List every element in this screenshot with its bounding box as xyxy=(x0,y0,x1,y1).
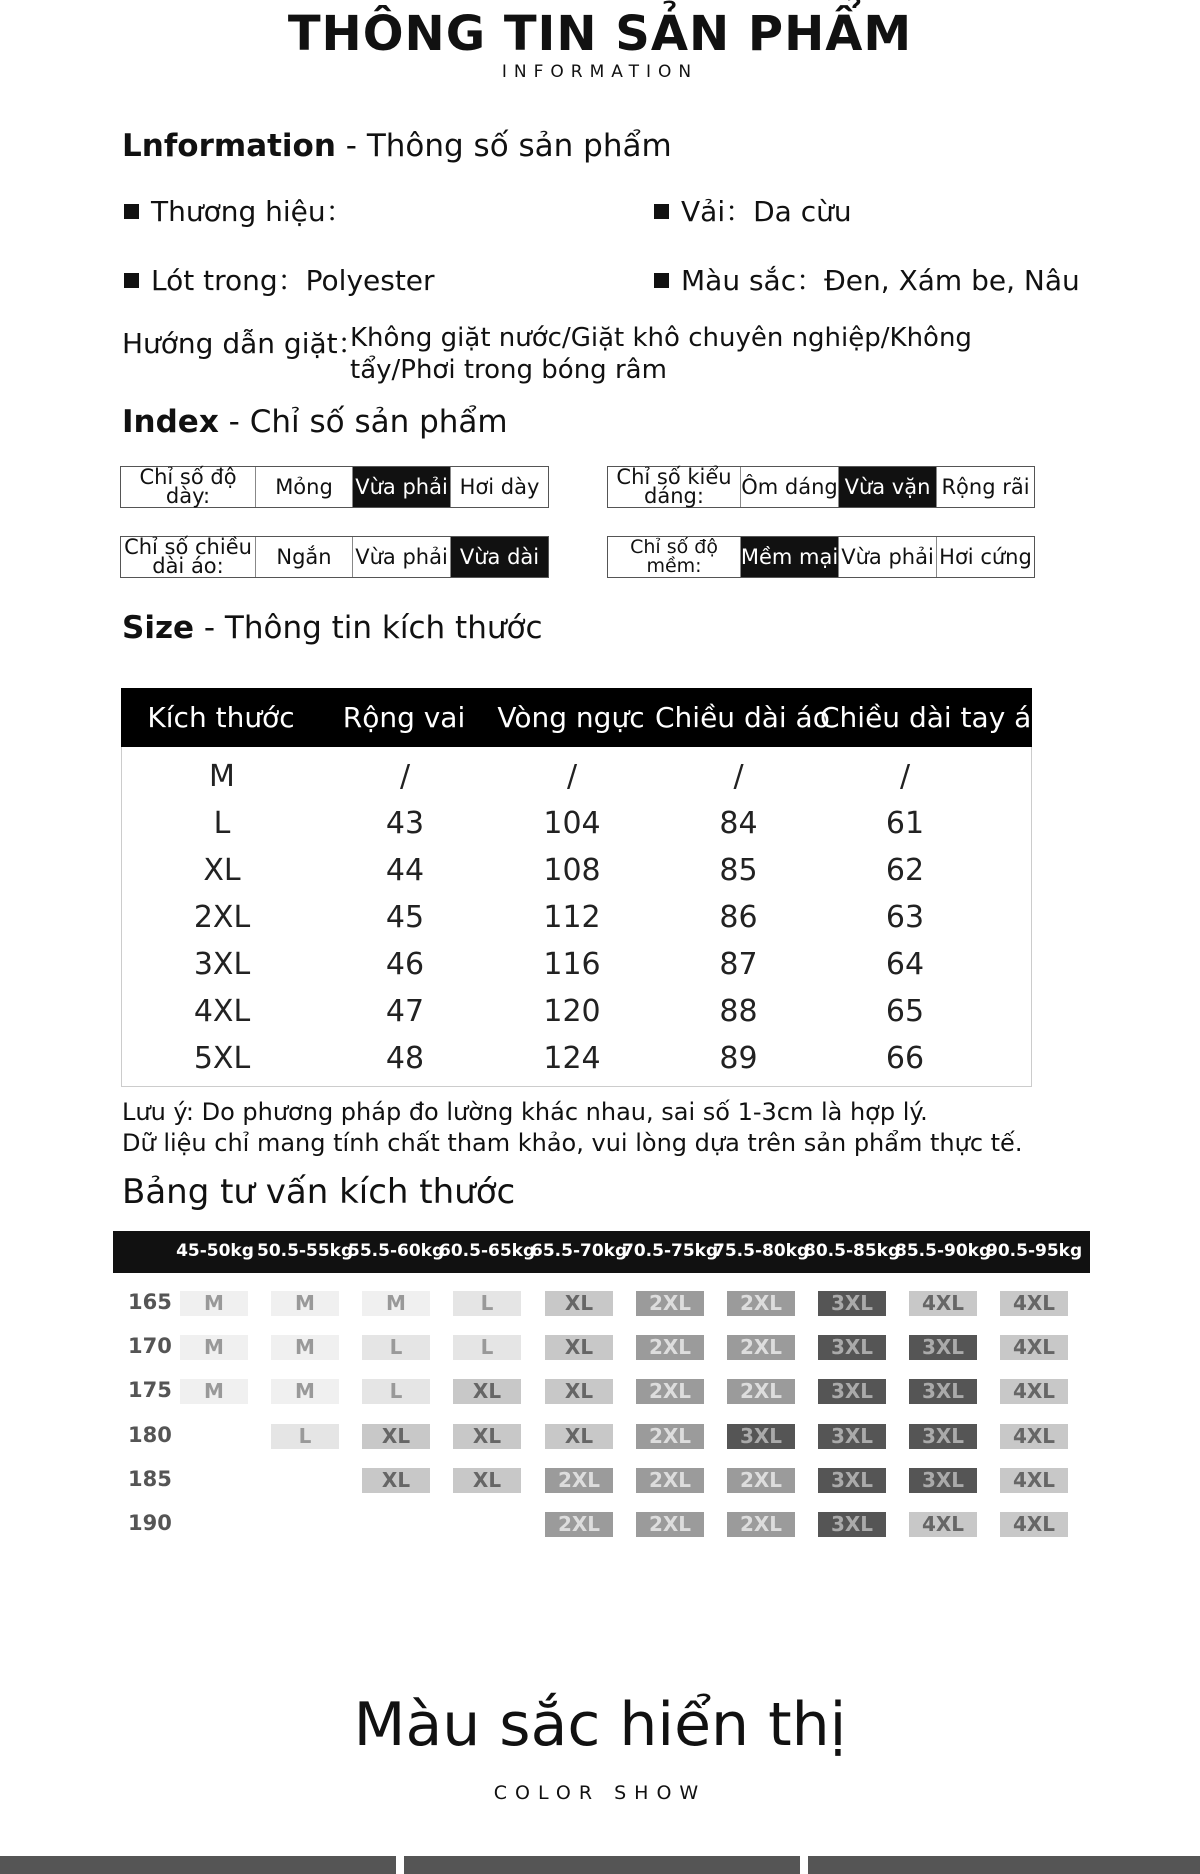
size-cell: 3XL xyxy=(193,947,251,982)
information-heading xyxy=(122,128,672,164)
height-label: 180 xyxy=(128,1423,172,1447)
size-cell: 89 xyxy=(719,1041,758,1076)
advice-cell: 2XL xyxy=(636,1512,704,1537)
size-heading xyxy=(122,610,543,646)
advice-cell: 4XL xyxy=(1000,1424,1068,1449)
height-label: 165 xyxy=(128,1290,172,1314)
index-length-option: Ngắn xyxy=(255,537,352,577)
spec-colors-text: Màu sắc：Đen, Xám be, Nâu xyxy=(681,264,1080,297)
spec-brand-text: Thương hiệu： xyxy=(151,195,354,228)
advice-cell: 3XL xyxy=(818,1424,886,1449)
size-cell: 124 xyxy=(543,1041,601,1076)
index-softness-option: Hơi cứng xyxy=(936,537,1034,577)
spec-colors xyxy=(654,259,1080,299)
advice-cell: 3XL xyxy=(909,1335,977,1360)
weight-label: 55.5-60kg xyxy=(348,1241,445,1261)
weight-label: 50.5-55kg xyxy=(257,1241,354,1261)
size-cell: 44 xyxy=(385,853,425,888)
advice-cell: 2XL xyxy=(636,1335,704,1360)
page-subtitle: INFORMATION xyxy=(501,62,699,82)
advice-cell: XL xyxy=(545,1424,613,1449)
advice-cell: 2XL xyxy=(727,1512,795,1537)
size-cell: 116 xyxy=(543,947,601,982)
size-cell: 85 xyxy=(719,853,758,888)
size-cell: 87 xyxy=(719,947,758,982)
size-heading-rest: - Thông tin kích thước xyxy=(194,610,543,646)
height-label: 170 xyxy=(128,1334,172,1358)
advice-cell: L xyxy=(453,1291,521,1316)
index-fit-option-selected: Vừa vặn xyxy=(838,467,936,507)
index-heading-bold: Index xyxy=(122,404,219,440)
information-heading-bold: Lnformation xyxy=(122,128,336,164)
index-length-label: Chỉ số chiều dài áo: xyxy=(124,535,252,578)
index-fit xyxy=(607,466,1035,508)
size-cell: 64 xyxy=(885,947,925,982)
advice-cell: 4XL xyxy=(1000,1379,1068,1404)
product-photo[interactable] xyxy=(404,1856,808,1874)
bullet-square-icon xyxy=(124,273,139,288)
advice-cell: M xyxy=(180,1335,248,1360)
height-label: 190 xyxy=(128,1511,172,1535)
index-length xyxy=(120,536,549,578)
table-row xyxy=(122,800,1033,847)
size-cell: 46 xyxy=(385,947,425,982)
wash-instructions: Không giặt nước/Giặt khô chuyên nghiệp/Không tẩy/Phơi trong bóng râm xyxy=(350,323,972,385)
advice-cell: 3XL xyxy=(909,1468,977,1493)
wash-label: Hướng dẫn giặt： xyxy=(122,327,366,360)
advice-cell: M xyxy=(271,1291,339,1316)
index-thickness-option: Mỏng xyxy=(255,467,352,507)
advice-cell: L xyxy=(362,1335,430,1360)
advice-cell: 2XL xyxy=(727,1291,795,1316)
weight-label: 80.5-85kg xyxy=(804,1241,901,1261)
advice-cell: 2XL xyxy=(727,1468,795,1493)
advice-cell: M xyxy=(271,1335,339,1360)
size-cell: 2XL xyxy=(193,900,251,935)
spec-brand xyxy=(124,190,354,230)
bullet-square-icon xyxy=(654,204,669,219)
product-photo[interactable] xyxy=(0,1856,404,1874)
product-photo[interactable] xyxy=(808,1856,1200,1874)
advice-cell: 4XL xyxy=(1000,1291,1068,1316)
size-cell: 120 xyxy=(543,994,601,1029)
size-cell: / xyxy=(899,759,911,794)
advice-cell: XL xyxy=(362,1468,430,1493)
advice-cell: 2XL xyxy=(636,1379,704,1404)
advice-cell: XL xyxy=(545,1379,613,1404)
page-title: THÔNG TIN SẢN PHẨM xyxy=(287,6,913,62)
height-label: 175 xyxy=(128,1378,172,1402)
advice-cell: XL xyxy=(362,1424,430,1449)
index-softness-option-selected: Mềm mại xyxy=(740,537,838,577)
advice-cell: 3XL xyxy=(909,1424,977,1449)
size-cell: 45 xyxy=(385,900,425,935)
advice-cell: 2XL xyxy=(545,1468,613,1493)
size-table-body xyxy=(121,747,1032,1087)
size-cell: 65 xyxy=(885,994,925,1029)
advice-cell: M xyxy=(362,1291,430,1316)
table-row xyxy=(122,847,1033,894)
size-heading-bold: Size xyxy=(122,610,195,646)
advice-cell: M xyxy=(180,1379,248,1404)
advice-cell: 2XL xyxy=(636,1424,704,1449)
advice-cell: 3XL xyxy=(818,1468,886,1493)
weight-label: 65.5-70kg xyxy=(531,1241,628,1261)
advice-cell: L xyxy=(271,1424,339,1449)
size-col-header: Vòng ngực xyxy=(497,701,645,734)
index-heading xyxy=(122,404,508,440)
table-row xyxy=(122,753,1033,800)
index-thickness xyxy=(120,466,549,508)
spec-fabric xyxy=(654,190,852,230)
advice-cell: L xyxy=(453,1335,521,1360)
index-length-option: Vừa phải xyxy=(352,537,450,577)
table-row xyxy=(122,988,1033,1035)
advice-cell: XL xyxy=(453,1468,521,1493)
size-cell: 43 xyxy=(385,806,425,841)
index-softness-option: Vừa phải xyxy=(838,537,936,577)
weight-label: 90.5-95kg xyxy=(986,1241,1083,1261)
size-cell: XL xyxy=(203,853,241,888)
size-col-header: Kích thước xyxy=(147,701,295,734)
size-cell: 63 xyxy=(885,900,925,935)
size-table-header xyxy=(121,688,1049,747)
size-cell: L xyxy=(213,806,231,841)
advice-cell: 3XL xyxy=(818,1335,886,1360)
advice-cell: 3XL xyxy=(727,1424,795,1449)
index-heading-rest: - Chỉ số sản phẩm xyxy=(218,404,508,440)
index-softness-label: Chỉ số độ mềm: xyxy=(630,536,718,577)
advice-cell: 2XL xyxy=(636,1291,704,1316)
size-cell: 4XL xyxy=(193,994,251,1029)
spec-fabric-text: Vải：Da cừu xyxy=(681,195,852,228)
size-cell: 47 xyxy=(385,994,425,1029)
color-show-title: Màu sắc hiển thị xyxy=(353,1690,847,1760)
bullet-square-icon xyxy=(124,204,139,219)
size-col-header: Rộng vai xyxy=(342,701,466,734)
index-fit-option: Rộng rãi xyxy=(936,467,1034,507)
advice-cell: 4XL xyxy=(1000,1468,1068,1493)
information-heading-rest: - Thông số sản phẩm xyxy=(335,128,672,164)
advice-cell: 3XL xyxy=(818,1512,886,1537)
advice-cell: M xyxy=(271,1379,339,1404)
bullet-square-icon xyxy=(654,273,669,288)
weight-label: 75.5-80kg xyxy=(713,1241,810,1261)
size-cell: 66 xyxy=(885,1041,925,1076)
size-cell: / xyxy=(733,759,744,794)
weight-label: 85.5-90kg xyxy=(895,1241,992,1261)
color-show-subtitle: COLOR SHOW xyxy=(493,1782,707,1804)
index-fit-label: Chỉ số kiểu dáng: xyxy=(616,465,732,508)
table-row xyxy=(122,894,1033,941)
index-thickness-option: Hơi dày xyxy=(450,467,548,507)
advice-cell: 3XL xyxy=(818,1379,886,1404)
advice-cell: 3XL xyxy=(818,1291,886,1316)
size-cell: 86 xyxy=(719,900,758,935)
measurement-note: Lưu ý: Do phương pháp đo lường khác nhau, sai số 1-3cm là hợp lý. xyxy=(122,1098,928,1126)
advice-cell: L xyxy=(362,1379,430,1404)
size-advice-title: Bảng tư vấn kích thước xyxy=(122,1172,516,1212)
advice-weight-header xyxy=(113,1231,1090,1273)
advice-cell: XL xyxy=(545,1291,613,1316)
spec-lining xyxy=(124,259,435,299)
index-fit-option: Ôm dáng xyxy=(740,467,838,507)
table-row xyxy=(122,941,1033,988)
advice-cell: XL xyxy=(453,1424,521,1449)
size-col-header: Chiều dài tay áo xyxy=(820,701,1049,734)
advice-cell: 4XL xyxy=(1000,1335,1068,1360)
size-cell: 62 xyxy=(885,853,925,888)
index-thickness-label: Chỉ số độ dày: xyxy=(139,465,237,508)
size-cell: 5XL xyxy=(193,1041,251,1076)
advice-cell: M xyxy=(180,1291,248,1316)
size-cell: 104 xyxy=(543,806,601,841)
size-cell: 112 xyxy=(543,900,601,935)
advice-cell: 2XL xyxy=(545,1512,613,1537)
index-softness xyxy=(607,536,1035,578)
index-length-option-selected: Vừa dài xyxy=(450,537,548,577)
spec-lining-text: Lót trong：Polyester xyxy=(151,264,435,297)
advice-cell: 2XL xyxy=(727,1335,795,1360)
weight-label: 45-50kg xyxy=(176,1241,254,1261)
size-cell: 84 xyxy=(719,806,758,841)
weight-label: 70.5-75kg xyxy=(622,1241,719,1261)
size-cell: 88 xyxy=(719,994,758,1029)
size-cell: M xyxy=(209,759,235,794)
size-cell: 61 xyxy=(885,806,925,841)
advice-cell: 4XL xyxy=(909,1291,977,1316)
size-col-header: Chiều dài áo xyxy=(655,701,830,734)
advice-cell: 3XL xyxy=(909,1379,977,1404)
product-photo-strip xyxy=(0,1856,1200,1874)
index-thickness-option-selected: Vừa phải xyxy=(352,467,450,507)
advice-cell: XL xyxy=(545,1335,613,1360)
size-cell: 48 xyxy=(385,1041,425,1076)
height-label: 185 xyxy=(128,1467,172,1491)
size-cell: / xyxy=(566,759,578,794)
size-cell: 108 xyxy=(543,853,601,888)
size-cell: / xyxy=(399,759,411,794)
reference-note: Dữ liệu chỉ mang tính chất tham khảo, vui lòng dựa trên sản phẩm thực tế. xyxy=(122,1129,1023,1157)
advice-cell: XL xyxy=(453,1379,521,1404)
advice-cell: 2XL xyxy=(727,1379,795,1404)
weight-label: 60.5-65kg xyxy=(439,1241,536,1261)
advice-cell: 4XL xyxy=(909,1512,977,1537)
table-row xyxy=(122,1035,1033,1082)
advice-cell: 4XL xyxy=(1000,1512,1068,1537)
advice-cell: 2XL xyxy=(636,1468,704,1493)
